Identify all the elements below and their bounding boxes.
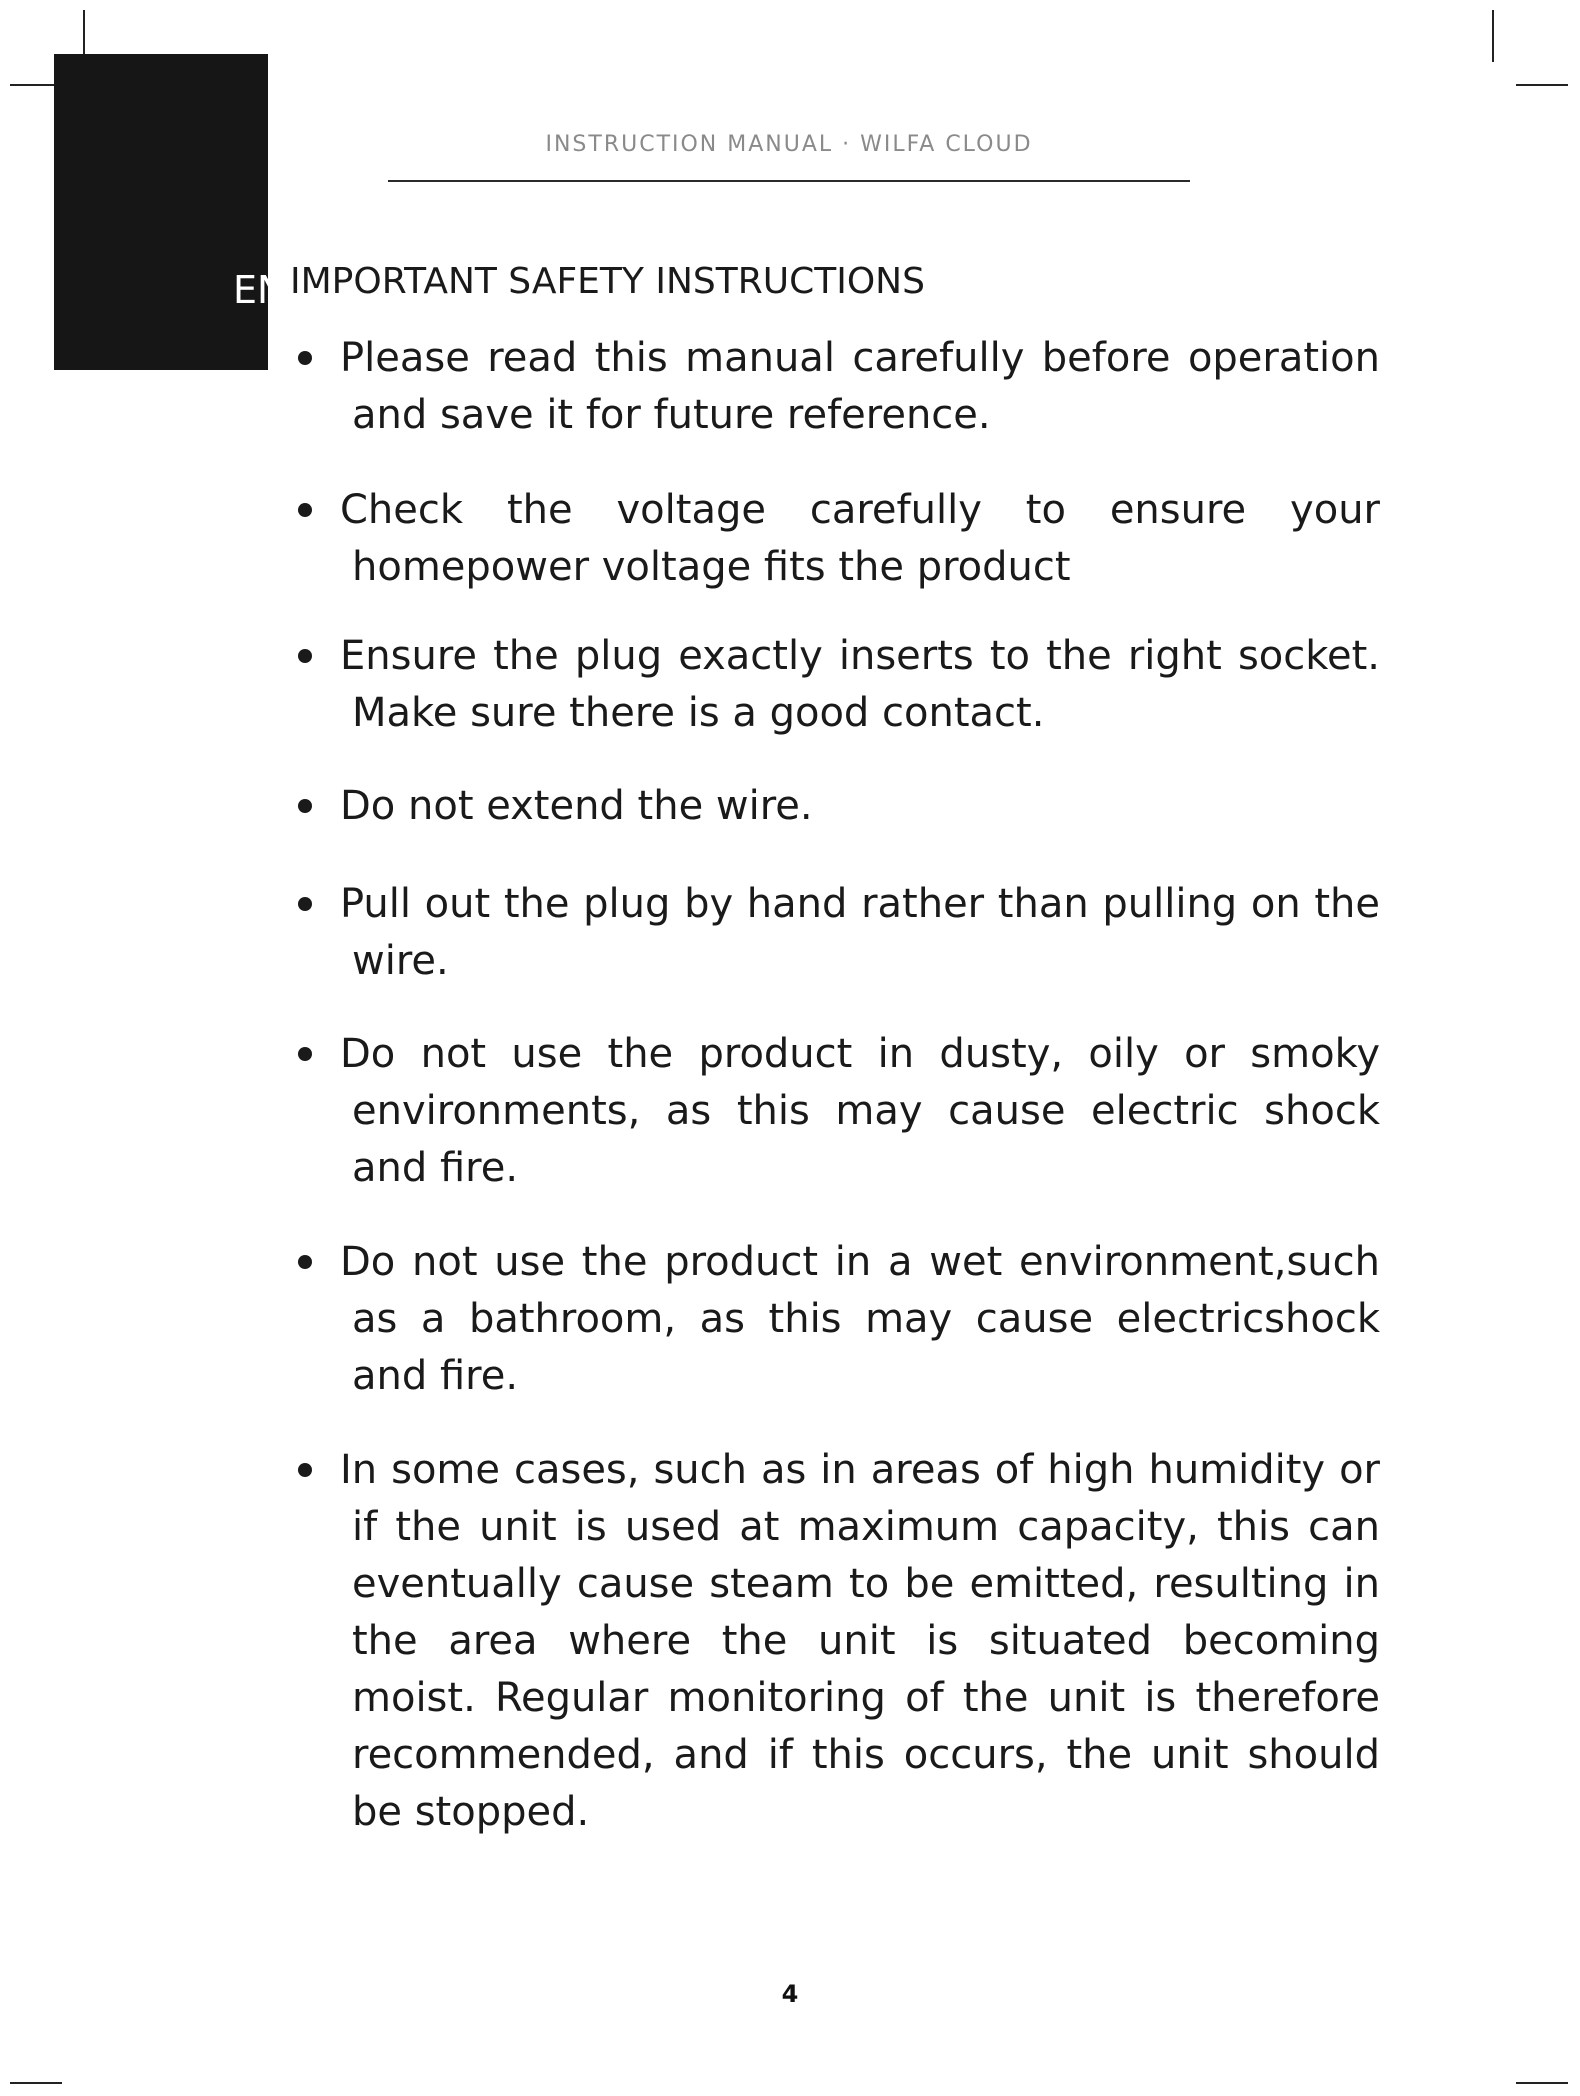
bullet-icon bbox=[298, 799, 312, 813]
safety-item bbox=[290, 876, 1380, 990]
section-title: IMPORTANT SAFETY INSTRUCTIONS bbox=[290, 261, 925, 302]
safety-item-text: Do not use the product in a wet environment,such as a bathroom, as this may cause electricshock and fire. bbox=[340, 1239, 1380, 1399]
bullet-icon bbox=[298, 649, 312, 663]
safety-item bbox=[290, 1442, 1380, 1841]
safety-item-text: Pull out the plug by hand rather than pulling on the wire. bbox=[340, 881, 1380, 984]
bullet-icon bbox=[298, 897, 312, 911]
bullet-icon bbox=[298, 351, 312, 365]
header-divider bbox=[388, 180, 1190, 182]
crop-mark-top-right-horizontal bbox=[1516, 84, 1568, 86]
safety-item bbox=[290, 330, 1380, 444]
safety-item-text: Do not extend the wire. bbox=[340, 783, 813, 829]
bullet-icon bbox=[298, 1255, 312, 1269]
safety-item bbox=[290, 1026, 1380, 1197]
safety-item-text: In some cases, such as in areas of high humidity or if the unit is used at maximum capacity, this can eventually cause steam to be emitted, resulting in the area where the unit is situated becoming moist. Regular monitoring of the unit is therefore recommended, and if this occurs, the unit should be stopped. bbox=[340, 1447, 1380, 1835]
safety-item-text: Do not use the product in dusty, oily or smoky environments, as this may cause electric shock and fire. bbox=[340, 1031, 1380, 1191]
safety-item bbox=[290, 628, 1380, 742]
safety-item bbox=[290, 778, 1380, 835]
language-tab-label: EN bbox=[233, 268, 286, 312]
bullet-icon bbox=[298, 1463, 312, 1477]
safety-item-text: Please read this manual carefully before operation and save it for future reference. bbox=[340, 335, 1380, 438]
crop-mark-bottom-left-horizontal bbox=[10, 2082, 62, 2084]
bullet-icon bbox=[298, 1047, 312, 1061]
language-tab bbox=[54, 54, 286, 370]
safety-item bbox=[290, 1234, 1380, 1405]
safety-item bbox=[290, 482, 1380, 596]
safety-item-text: Check the voltage carefully to ensure your homepower voltage fits the product bbox=[340, 487, 1380, 590]
safety-item-text: Ensure the plug exactly inserts to the right socket. Make sure there is a good contact. bbox=[340, 633, 1380, 736]
crop-mark-bottom-right-horizontal bbox=[1516, 2082, 1568, 2084]
running-header: INSTRUCTION MANUAL · WILFA CLOUD bbox=[545, 132, 1033, 157]
page-number: 4 bbox=[781, 1980, 799, 2008]
crop-mark-top-right-vertical bbox=[1492, 10, 1494, 62]
bullet-icon bbox=[298, 503, 312, 517]
